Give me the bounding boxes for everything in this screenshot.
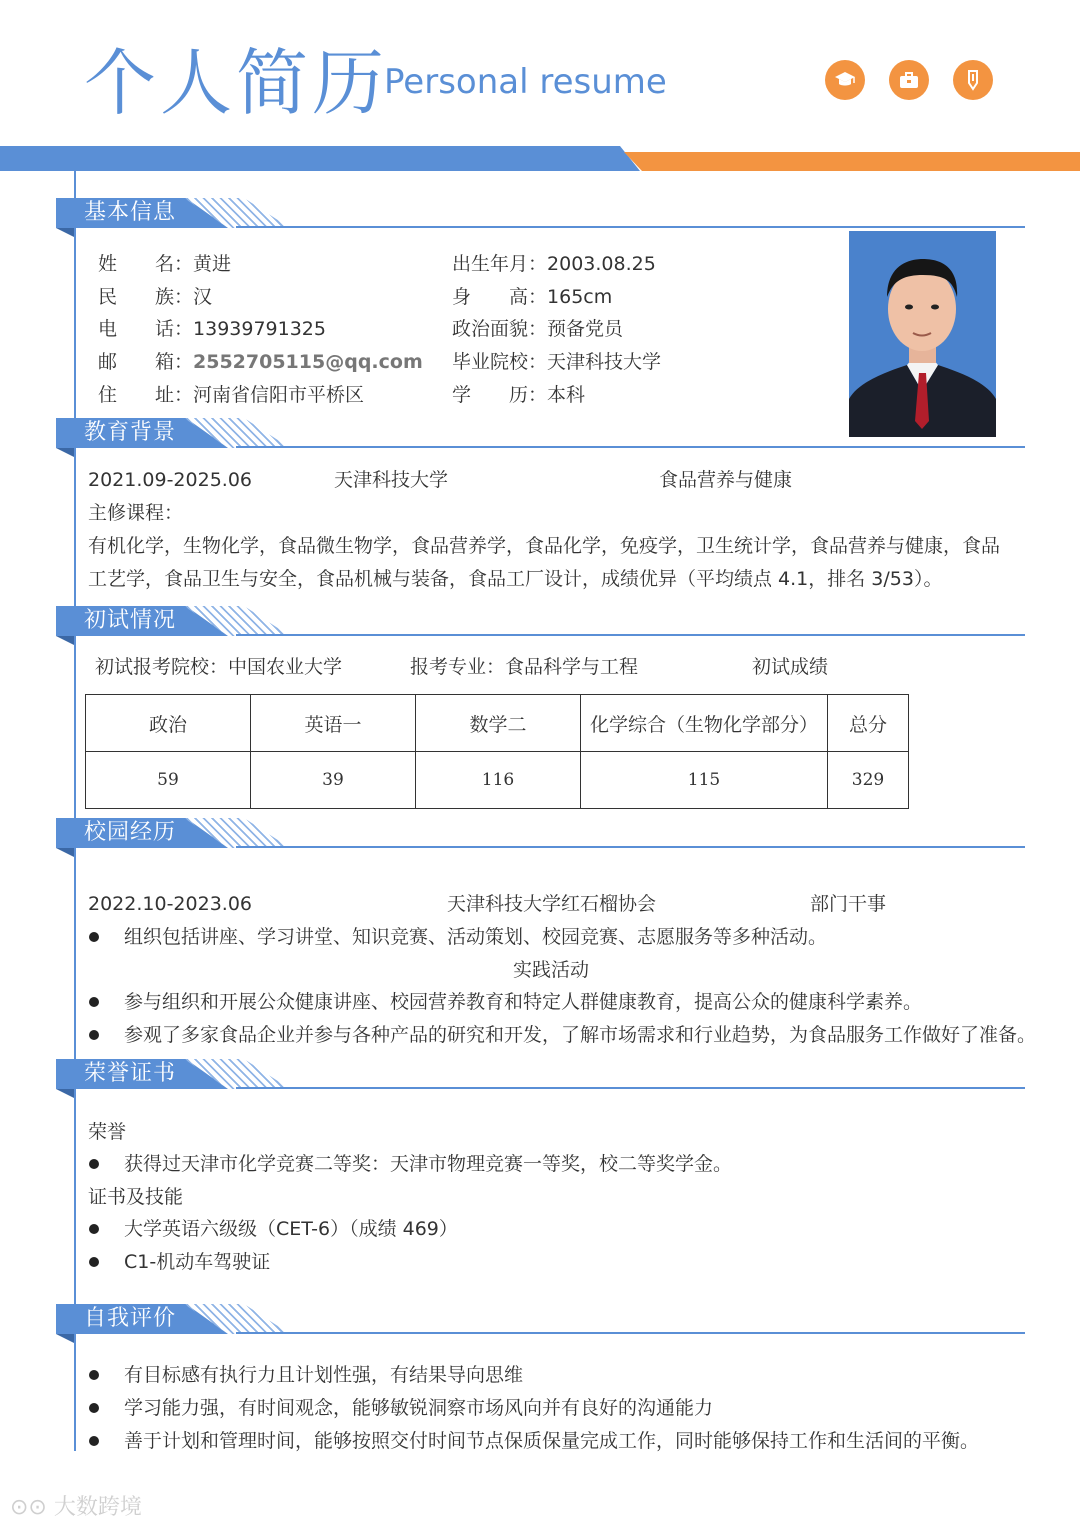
exam-major: 报考专业：食品科学与工程 — [410, 656, 639, 678]
section-header-self — [56, 1304, 236, 1336]
left-timeline-line — [74, 171, 76, 1451]
bullet — [89, 1370, 99, 1380]
section-rule — [236, 846, 1025, 848]
exam-school: 初试报考院校：中国农业大学 — [95, 656, 343, 678]
section-fold — [56, 636, 74, 645]
section-fold — [56, 448, 74, 457]
score-header-math: 数学二 — [416, 695, 581, 752]
section-header-education — [56, 418, 236, 450]
campus-item-1: 组织包括讲座、学习讲堂、知识竞赛、活动策划、校园竞赛、志愿服务等多种活动。 — [124, 926, 828, 948]
address-row: 住 址：河南省信阳市平桥区 — [98, 384, 365, 406]
campus-role: 部门干事 — [810, 893, 887, 915]
profile-photo — [849, 231, 996, 437]
email-value: 2552705115@qq.com — [193, 351, 423, 373]
section-title: 初试情况 — [84, 608, 177, 633]
edu-period: 2021.09-2025.06 — [88, 469, 252, 491]
email-row: 邮 箱：2552705115@qq.com — [98, 351, 423, 373]
score-english: 39 — [251, 752, 416, 809]
resume-title-en: Personal resume — [384, 62, 667, 102]
bullet — [89, 1159, 99, 1169]
resume-title-cn: 个人简历 — [84, 41, 389, 125]
section-title: 自我评价 — [84, 1306, 177, 1331]
honor-title: 荣誉 — [88, 1121, 127, 1143]
self-item-2: 学习能力强，有时间观念，能够敏锐洞察市场风向并有良好的沟通能力 — [124, 1397, 714, 1419]
section-fold — [56, 1089, 74, 1098]
section-title: 教育背景 — [84, 420, 177, 445]
campus-item-3: 参观了多家食品企业并参与各种产品的研究和开发，了解市场需求和行业趋势，为食品服务工作做好了准备。 — [124, 1024, 1037, 1046]
politics-value: 预备党员 — [547, 318, 624, 340]
self-item-3: 善于计划和管理时间，能够按照交付时间节点保质保量完成工作，同时能够保持工作和生活间的平衡。 — [124, 1430, 980, 1452]
politics-row: 政治面貌：预备党员 — [452, 318, 624, 340]
section-rule — [236, 226, 1025, 228]
courses-line-1: 有机化学，生物化学，食品微生物学，食品营养学，食品化学，免疫学，卫生统计学，食品营养与健康，食品 — [88, 535, 1001, 557]
ethnic-value: 汉 — [193, 286, 213, 308]
header-bar-orange — [624, 152, 1080, 171]
name-row: 姓 名：黄进 — [98, 253, 232, 275]
exam-score-label: 初试成绩 — [752, 656, 829, 678]
edu-school: 天津科技大学 — [334, 469, 449, 491]
section-title: 荣誉证书 — [84, 1061, 177, 1086]
courses-line-2: 工艺学，食品卫生与安全，食品机械与装备，食品工厂设计，成绩优异（平均绩点 4.1，排名 3/53）。 — [88, 568, 943, 590]
bullet — [89, 932, 99, 942]
practice-title: 实践活动 — [513, 959, 590, 981]
bullet — [89, 1224, 99, 1234]
phone-value: 13939791325 — [193, 318, 326, 340]
section-fold — [56, 228, 74, 237]
school-row: 毕业院校：天津科技大学 — [452, 351, 662, 373]
courses-label: 主修课程： — [88, 502, 184, 524]
watermark — [10, 1490, 142, 1521]
score-total: 329 — [828, 752, 909, 809]
section-rule — [236, 1332, 1025, 1334]
briefcase-icon — [889, 60, 929, 100]
bullet — [89, 1436, 99, 1446]
birth-row: 出生年月：2003.08.25 — [452, 253, 656, 275]
watermark-text: 大数跨境 — [53, 1495, 142, 1520]
watermark-logo-icon: ⊙⊙ — [10, 1495, 54, 1520]
graduation-cap-icon — [825, 60, 865, 100]
campus-org: 天津科技大学红石榴协会 — [447, 893, 657, 915]
section-title: 基本信息 — [84, 200, 177, 225]
birth-value: 2003.08.25 — [547, 253, 656, 275]
score-header-politics: 政治 — [86, 695, 251, 752]
cert-item-1: 大学英语六级级（CET-6）（成绩 469） — [124, 1218, 458, 1240]
section-fold — [56, 1334, 74, 1343]
phone-row: 电 话：13939791325 — [98, 318, 326, 340]
degree-value: 本科 — [547, 384, 586, 406]
section-rule — [236, 1087, 1025, 1089]
self-item-1: 有目标感有执行力且计划性强，有结果导向思维 — [124, 1364, 524, 1386]
score-table — [85, 694, 909, 809]
section-fold — [56, 848, 74, 857]
address-value: 河南省信阳市平桥区 — [193, 384, 365, 406]
section-title: 校园经历 — [84, 820, 177, 845]
score-header-english: 英语一 — [251, 695, 416, 752]
header-bar-blue — [0, 146, 640, 171]
ethnic-row: 民 族：汉 — [98, 286, 213, 308]
score-header-total: 总分 — [828, 695, 909, 752]
cert-item-2: C1-机动车驾驶证 — [124, 1251, 271, 1273]
name-value: 黄进 — [193, 253, 232, 275]
school-value: 天津科技大学 — [547, 351, 662, 373]
honor-item-1: 获得过天津市化学竞赛二等奖：天津市物理竞赛一等奖，校二等奖学金。 — [124, 1153, 733, 1175]
section-header-exam — [56, 606, 236, 638]
bullet — [89, 1030, 99, 1040]
score-chemistry: 115 — [581, 752, 828, 809]
score-math: 116 — [416, 752, 581, 809]
section-rule — [236, 446, 1025, 448]
section-header-campus — [56, 818, 236, 850]
cert-title: 证书及技能 — [88, 1186, 184, 1208]
campus-period: 2022.10-2023.06 — [88, 893, 252, 915]
bullet — [89, 1257, 99, 1267]
degree-row: 学 历：本科 — [452, 384, 586, 406]
height-value: 165cm — [547, 286, 613, 308]
campus-item-2: 参与组织和开展公众健康讲座、校园营养教育和特定人群健康教育，提高公众的健康科学素养。 — [124, 991, 923, 1013]
height-row: 身 高：165cm — [452, 286, 613, 308]
section-header-honors — [56, 1059, 236, 1091]
bullet — [89, 1403, 99, 1413]
section-rule — [236, 634, 1025, 636]
section-header-basic — [56, 198, 236, 230]
pen-icon — [953, 60, 993, 100]
bullet — [89, 997, 99, 1007]
score-politics: 59 — [86, 752, 251, 809]
score-header-chemistry: 化学综合（生物化学部分） — [581, 695, 828, 752]
edu-major: 食品营养与健康 — [659, 469, 793, 491]
